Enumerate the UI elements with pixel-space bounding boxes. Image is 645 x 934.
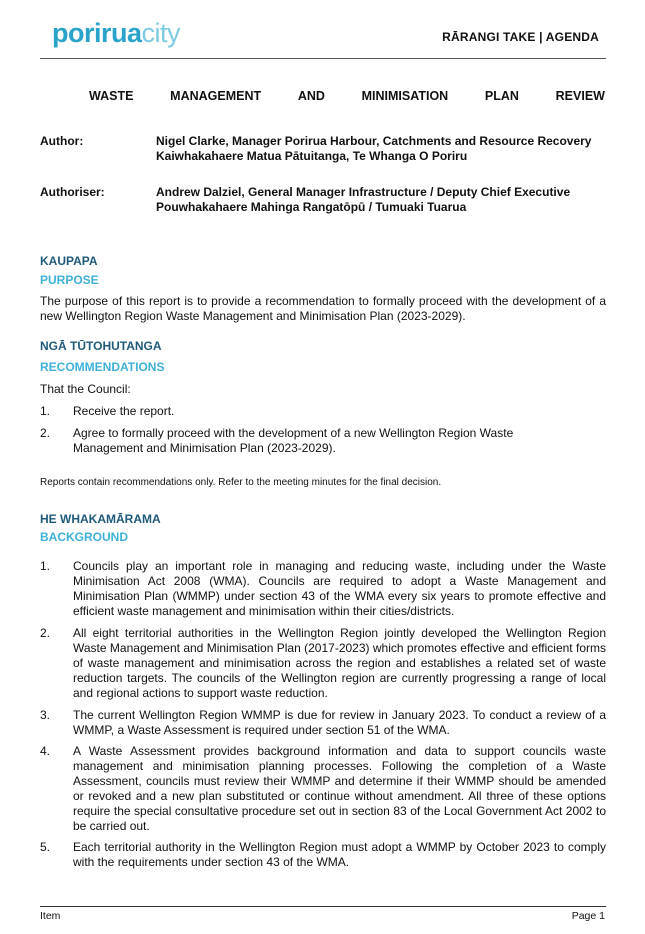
item-text: Agree to formally proceed with the development of a new Wellington Region Waste Management and Minimisation Plan (2023-2029). bbox=[73, 426, 514, 455]
author-title-maori: Kaiwhakahaere Matua Pātuitanga, Te Whanga O Poriru bbox=[156, 149, 468, 163]
purpose-text: The purpose of this report is to provide a recommendation to formally proceed with the development of a new Wellington Region Waste Management and Minimisation Plan (2023-2029). bbox=[40, 294, 606, 323]
title-word: REVIEW bbox=[555, 89, 605, 103]
item-number: 1. bbox=[40, 559, 51, 573]
title-word: AND bbox=[297, 89, 325, 103]
authoriser-name-role: Andrew Dalziel, General Manager Infrastructure / Deputy Chief Executive bbox=[156, 185, 571, 199]
author-label: Author: bbox=[40, 134, 84, 148]
item-text: Receive the report. bbox=[73, 404, 175, 418]
title-word: MANAGEMENT bbox=[170, 89, 262, 103]
item-text: A Waste Assessment provides background information and data to support councils waste management and minimisation planning processes. Following the completion of a Waste Assessment, councils must review their WMMP and determine if their WMMP should be amended or revoked and a new plan substituted or continue without amendment. All three of these options require the special consultative procedure set out in section 83 of the Local Government Act 2002 to be carried out. bbox=[73, 744, 606, 833]
purpose-heading: PURPOSE bbox=[40, 273, 99, 287]
authoriser-title-maori: Pouwhakahaere Mahinga Rangatōpū / Tumuaki Tuarua bbox=[156, 200, 467, 214]
porirua-city-logo bbox=[52, 18, 180, 48]
page-number: Page 1 bbox=[571, 910, 605, 922]
recommendations-intro: That the Council: bbox=[40, 382, 131, 396]
item-number: 1. bbox=[40, 404, 51, 418]
title-word: WASTE bbox=[89, 89, 134, 103]
item-text: Councils play an important role in managing and reducing waste, including under the Waste Minimisation Act 2008 (WMA). Councils are required to adopt a Waste Management and Minimisation Plan (WMMP) under section 43 of the WMA every six years to promote effective and efficient waste management and minimisation within their cities/districts. bbox=[73, 559, 606, 618]
item-number: 5. bbox=[40, 840, 51, 854]
title-word: MINIMISATION bbox=[361, 89, 449, 103]
authoriser-label: Authoriser: bbox=[40, 185, 105, 199]
agenda-label: RĀRANGI TAKE | AGENDA bbox=[442, 30, 599, 44]
purpose-heading-maori: KAUPAPA bbox=[40, 254, 98, 268]
authoriser-value bbox=[156, 185, 606, 215]
background-heading-maori: HE WHAKAMĀRAMA bbox=[40, 512, 161, 526]
logo-sub-text: city bbox=[141, 18, 181, 48]
item-text: Each territorial authority in the Wellington Region must adopt a WMMP by October 2023 to comply with the requirements under section 43 of the WMA. bbox=[73, 840, 606, 869]
item-number: 4. bbox=[40, 744, 51, 758]
background-heading: BACKGROUND bbox=[40, 530, 128, 544]
footer-divider bbox=[40, 906, 606, 907]
item-text: All eight territorial authorities in the Wellington Region jointly developed the Wellington Region Waste Management and Minimisation Plan (2017-2023) which promotes effective and efficient forms of waste management and minimisation across the region and establishes a related set of waste reduction targets. The councils of the Wellington region are currently progressing a range of local and regional actions to support waste reduction. bbox=[73, 626, 606, 700]
item-number: 2. bbox=[40, 626, 51, 640]
title-word: PLAN bbox=[484, 89, 519, 103]
author-name-role: Nigel Clarke, Manager Porirua Harbour, Catchments and Resource Recovery bbox=[156, 134, 592, 148]
logo-main-text: porirua bbox=[52, 18, 142, 48]
footer-item-label: Item bbox=[40, 910, 61, 922]
header-divider bbox=[40, 58, 606, 59]
author-value bbox=[156, 134, 606, 164]
recommendations-heading-maori: NGĀ TŪTOHUTANGA bbox=[40, 339, 162, 353]
authoriser-block bbox=[40, 185, 606, 217]
recommendations-heading: RECOMMENDATIONS bbox=[40, 360, 165, 374]
report-title bbox=[89, 89, 605, 103]
author-block bbox=[40, 134, 606, 182]
item-text: The current Wellington Region WMMP is due for review in January 2023. To conduct a review of a WMMP, a Waste Assessment is required under section 51 of the WMA. bbox=[73, 708, 606, 737]
item-number: 3. bbox=[40, 708, 51, 722]
item-number: 2. bbox=[40, 426, 51, 440]
recommendations-note: Reports contain recommendations only. Refer to the meeting minutes for the final decision. bbox=[40, 477, 442, 488]
